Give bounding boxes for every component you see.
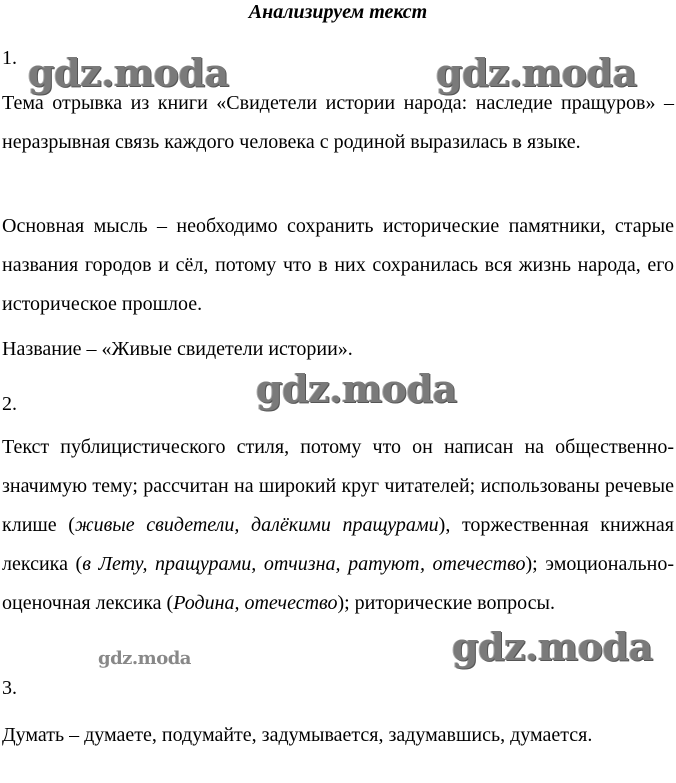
watermark: gdz.moda	[28, 50, 229, 95]
section-number-1: 1.	[2, 47, 17, 69]
watermark: gdz.moda	[452, 624, 653, 669]
watermark: gdz.moda	[436, 50, 637, 95]
text-segment: Текст публицистического стиля, потому что он написан на общественно-значимую тему; рассчитан на широкий круг читателей; использованы речевые клише (	[2, 436, 674, 536]
paragraph-theme: Тема отрывка из книги «Свидетели истории народа: наследие пращуров» – неразрывная связь каждого человека с родиной выразилась в языке.	[2, 92, 674, 153]
watermark: gdz.moda	[256, 366, 457, 411]
paragraph-main-idea: Основная мысль – необходимо сохранить исторические памятники, старые названия городов и сёл, потому что в них сохранилась вся жизнь народа, его историческое прошлое.	[2, 215, 674, 315]
italic-example: в Лету, пращурами, отчизна, ратуют, отечество	[82, 553, 526, 575]
paragraph-style-analysis	[2, 428, 674, 623]
italic-example: живые свидетели, далёкими пращурами	[74, 514, 439, 536]
text-segment: ), торжественная книжная лексика (	[2, 514, 675, 575]
watermark-small: gdz.moda	[98, 648, 191, 669]
italic-example: Родина, отечество	[173, 592, 338, 614]
paragraph-title-suggestion: Название – «Живые свидетели истории».	[2, 338, 353, 360]
section-number-3: 3.	[2, 677, 17, 699]
section-number-2: 2.	[2, 393, 17, 415]
text-segment: ); риторические вопросы.	[337, 592, 555, 614]
paragraph-word-forms: Думать – думаете, подумайте, задумывается, задумавшись, думается.	[2, 724, 593, 746]
page-title: Анализируем текст	[248, 1, 428, 23]
text-segment: ); эмоционально-оценочная лексика (	[2, 553, 675, 614]
